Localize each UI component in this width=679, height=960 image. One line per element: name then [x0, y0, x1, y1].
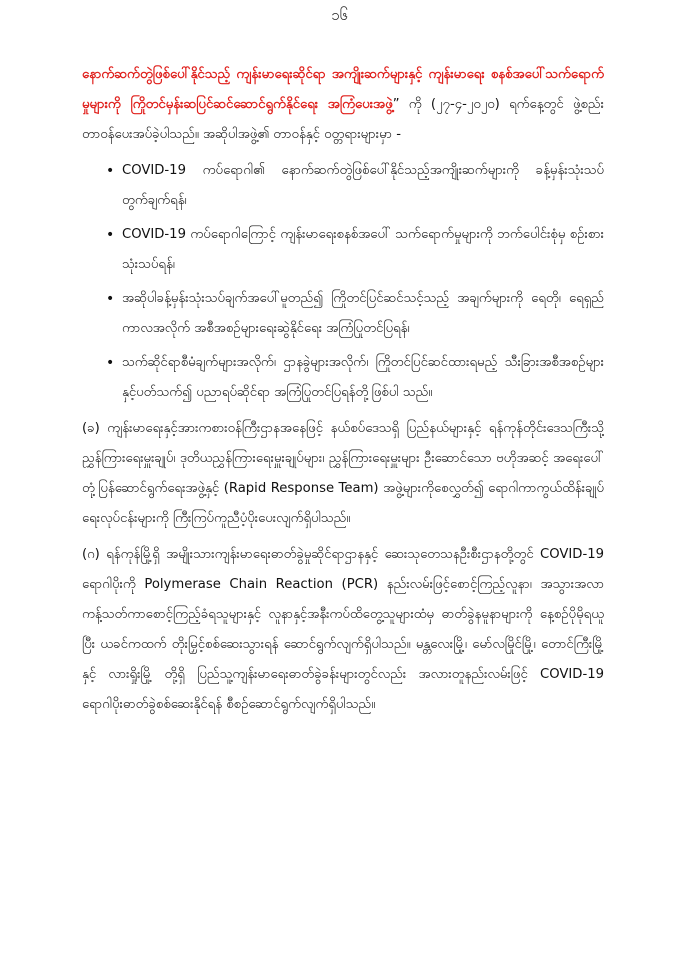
bullet-icon: •	[106, 227, 115, 243]
list-item-text: အဆိုပါခန့်မှန်းသုံးသပ်ချက်အပေါ်မူတည်၍ ကြိုတင်ပြင်ဆင်သင့်သည့် အချက်များကို ရေတို၊ ရေရှည်ကာလအလိုက် အစီအစဉ်များရေးဆွဲနိုင်ရေး အကြံပြုတင်ပြရန်၊	[122, 291, 604, 336]
list-item	[82, 348, 604, 408]
list-item-text: COVID-19 ကပ်ရောဂါကြောင့် ကျန်းမာရေးစနစ်အပေါ် သက်ရောက်မှုများကို ဘက်ပေါင်းစုံမှ စဉ်းစားသုံးသပ်ရန်၊	[122, 227, 604, 272]
paragraph-kha: (ခ) ကျန်းမာရေးနှင့်အားကစားဝန်ကြီးဌာနအနေဖြင့် နယ်စပ်ဒေသရှိ ပြည်နယ်များနှင့် ရန်ကုန်တိုင်းဒေသကြီးသို့ညွှန်ကြားရေးမှူးချုပ်၊ ဒုတိယညွှန်ကြားရေးမှူးချုပ်များ၊ ညွှန်ကြားရေးမှူးများ ဦးဆောင်သော ဗဟိုအဆင့် အရေးပေါ်တုံ့ပြန်ဆောင်ရွက်ရေးအဖွဲ့နှင့် (Rapid Response Team) အဖွဲ့များကိုစေလွှတ်၍ ရောဂါကာကွယ်ထိန်းချုပ်ရေးလုပ်ငန်းများကို ကြီးကြပ်ကူညီပံ့ပိုးပေးလျက်ရှိပါသည်။	[82, 421, 604, 526]
intro-paragraph	[82, 60, 604, 150]
bullet-icon: •	[106, 355, 115, 371]
list-item	[82, 156, 604, 216]
highlighted-committee-name: နောက်ဆက်တွဲဖြစ်ပေါ်နိုင်သည့် ကျန်းမာရေးဆိုင်ရာ အကျိုးဆက်များနှင့် ကျန်းမာရေး စနစ်အပေါ်သက်ရောက်မှုများကို ကြိုတင်မှန်းဆပြင်ဆင်ဆောင်ရွက်နိုင်ရေး အကြံပေးအဖွဲ့	[82, 67, 604, 112]
duties-list	[82, 156, 604, 408]
intro-rest-text: ” ကို (၂၇-၄-၂၀၂၀) ရက်နေ့တွင် ဖွဲ့စည်းတာဝန်ပေးအပ်ခဲ့ပါသည်။ အဆိုပါအဖွဲ့၏ တာဝန်နှင့် ဝတ္တရားများမှာ -	[82, 97, 604, 142]
bullet-icon: •	[106, 291, 115, 307]
page-body	[82, 60, 604, 726]
list-item	[82, 284, 604, 344]
paragraph-ga: (ဂ) ရန်ကုန်မြို့ရှိ အမျိုးသားကျန်းမာရေးဓာတ်ခွဲမှုဆိုင်ရာဌာနနှင့် ဆေးသုတေသနဦးစီးဌာနတို့တွင် COVID-19 ရောဂါပိုးကို Polymerase Chain Reaction (PCR) နည်းလမ်းဖြင့်စောင့်ကြည့်လူနာ၊ အသွားအလာကန့်သတ်ကာစောင့်ကြည့်ခံရသူများနှင့် လူနာနှင့်အနီးကပ်ထိတွေ့သူများထံမှ ဓာတ်ခွဲနမူနာများကို နေ့စဉ်ပိုမိုရယူပြီး ယခင်ကထက် တိုးမြှင့်စစ်ဆေးသွားရန် ဆောင်ရွက်လျက်ရှိပါသည်။ မန္တလေးမြို့၊ မော်လမြိုင်မြို့၊ တောင်ကြီးမြို့နှင့် လားရှိုးမြို့ တို့ရှိ ပြည်သူ့ကျန်းမာရေးဓာတ်ခွဲခန်းများတွင်လည်း အလားတူနည်းလမ်းဖြင့် COVID-19 ရောဂါပိုးဓာတ်ခွဲစစ်ဆေးနိုင်ရန် စီစဉ်ဆောင်ရွက်လျက်ရှိပါသည်။	[82, 547, 604, 712]
list-item-text: COVID-19 ကပ်ရောဂါ၏ နောက်ဆက်တွဲဖြစ်ပေါ်နိုင်သည့်အကျိုးဆက်များကို ခန့်မှန်းသုံးသပ်တွက်ချက်ရန်၊	[122, 163, 604, 208]
bullet-icon: •	[106, 163, 115, 179]
list-item-text: သက်ဆိုင်ရာစီမံချက်များအလိုက်၊ ဌာနခွဲများအလိုက်၊ ကြိုတင်ပြင်ဆင်ထားရမည့် သီးခြားအစီအစဉ်များနှင့်ပတ်သက်၍ ပညာရပ်ဆိုင်ရာ အကြံပြုတင်ပြရန်တို့ဖြစ်ပါ သည်။	[122, 355, 604, 400]
page-number: ၁၆	[331, 6, 348, 24]
list-item	[82, 220, 604, 280]
